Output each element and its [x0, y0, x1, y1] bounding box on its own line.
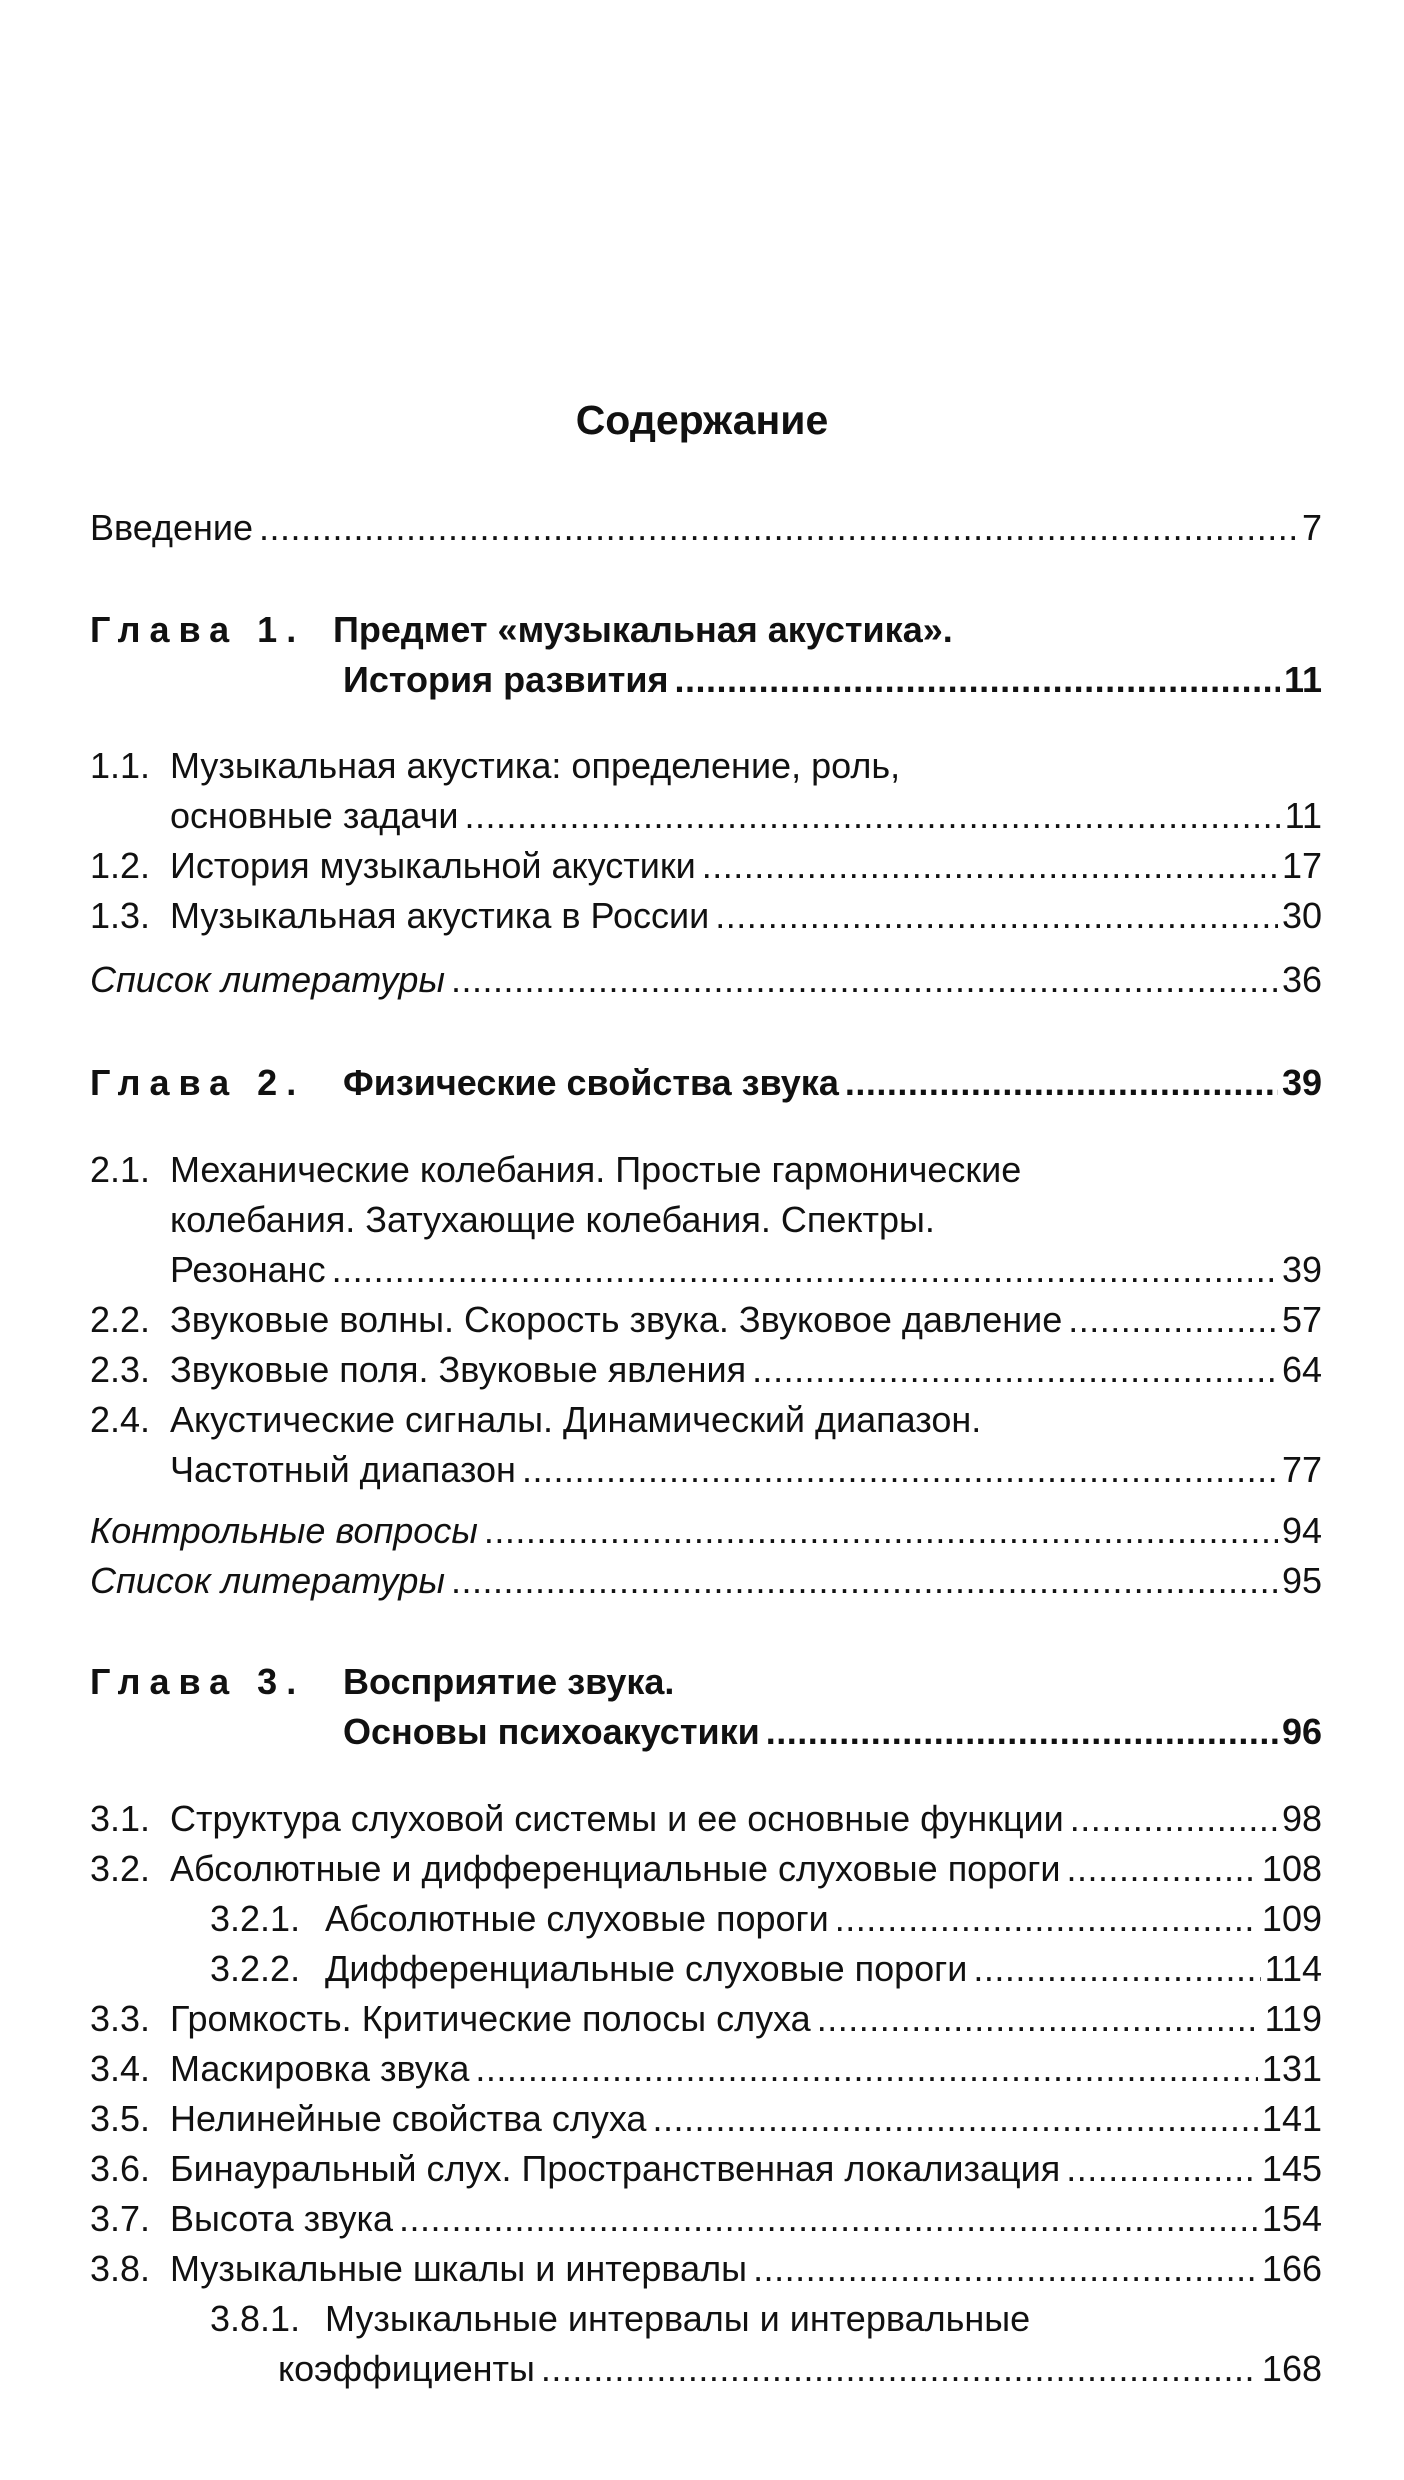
leader-dots: [753, 2244, 1258, 2294]
toc-entry-page: 17: [1281, 845, 1322, 886]
chapter-1-heading[interactable]: [90, 605, 1322, 655]
toc-entry-references-1[interactable]: [90, 955, 1322, 1005]
toc-entry-page: 166: [1261, 2248, 1322, 2289]
leader-dots: [399, 2194, 1258, 2244]
section-number: 3.7.: [90, 2198, 151, 2239]
toc-entry-title: Бинауральный слух. Пространственная локализация: [170, 2148, 1061, 2189]
section-number: 1.1.: [90, 745, 151, 786]
leader-dots: [702, 841, 1278, 891]
toc-entry-title: Звуковые волны. Скорость звука. Звуковое давление: [170, 1299, 1063, 1340]
section-number: 1.2.: [90, 845, 151, 886]
leader-dots: [652, 2094, 1257, 2144]
section-number: 3.2.: [90, 1848, 151, 1889]
toc-entry-title: Введение: [90, 507, 254, 548]
leader-dots: [1068, 1295, 1278, 1345]
toc-entry-page: 98: [1281, 1798, 1322, 1839]
toc-entry-page: 119: [1264, 1998, 1322, 2039]
leader-dots: [1067, 1844, 1258, 1894]
section-number: 2.4.: [90, 1399, 151, 1440]
toc-entry-3-6[interactable]: [90, 2144, 1322, 2194]
chapter-label: Глава 3.: [90, 1661, 306, 1702]
toc-entry-page: 64: [1281, 1349, 1322, 1390]
toc-entry-page: 109: [1261, 1898, 1322, 1939]
leader-dots: [766, 1707, 1278, 1757]
toc-entry-2-4[interactable]: [90, 1395, 1322, 1445]
toc-entry-3-5[interactable]: [90, 2094, 1322, 2144]
chapter-title-line: Восприятие звука.: [343, 1661, 675, 1702]
leader-dots: [484, 1506, 1278, 1556]
toc-entry-page: 114: [1264, 1948, 1322, 1989]
section-number: 1.3.: [90, 895, 151, 936]
toc-entry-title: Акустические сигналы. Динамический диапазон.: [170, 1399, 982, 1440]
chapter-label: Глава 2.: [90, 1062, 306, 1103]
leader-dots: [332, 1245, 1278, 1295]
leader-dots: [451, 955, 1278, 1005]
toc-entry-title: Структура слуховой системы и ее основные функции: [170, 1798, 1064, 1839]
leader-dots: [752, 1345, 1278, 1395]
toc-entry-page: 30: [1281, 895, 1322, 936]
toc-entry-page: 145: [1261, 2148, 1322, 2189]
section-number: 2.3.: [90, 1349, 151, 1390]
toc-entry-page: 39: [1281, 1062, 1322, 1103]
chapter-title-line: Основы психоакустики: [343, 1711, 760, 1752]
chapter-title-line: Физические свойства звука: [343, 1062, 839, 1103]
toc-entry-2-4-cont[interactable]: [170, 1445, 1322, 1495]
toc-entry-page: 11: [1283, 659, 1322, 700]
toc-entry-title: Звуковые поля. Звуковые явления: [170, 1349, 747, 1390]
toc-entry-title: Контрольные вопросы: [90, 1510, 478, 1551]
toc-entry-1-3[interactable]: [90, 891, 1322, 941]
section-number: 2.2.: [90, 1299, 151, 1340]
toc-entry-title: Музыкальные интервалы и интервальные: [325, 2298, 1031, 2339]
toc-entry-intro[interactable]: [90, 503, 1322, 553]
toc-entry-3-2[interactable]: [90, 1844, 1322, 1894]
leader-dots: [1070, 1794, 1278, 1844]
chapter-3-heading-cont[interactable]: [343, 1707, 1322, 1757]
toc-entry-questions-2[interactable]: [90, 1506, 1322, 1556]
toc-entry-title: Маскировка звука: [170, 2048, 470, 2089]
toc-entry-page: 96: [1281, 1711, 1322, 1752]
toc-entry-title: колебания. Затухающие колебания. Спектры.: [170, 1199, 935, 1240]
toc-entry-title: Музыкальные шкалы и интервалы: [170, 2248, 748, 2289]
toc-entry-3-4[interactable]: [90, 2044, 1322, 2094]
toc-entry-2-3[interactable]: [90, 1345, 1322, 1395]
leader-dots: [845, 1058, 1278, 1108]
section-number: 3.3.: [90, 1998, 151, 2039]
leader-dots: [835, 1894, 1258, 1944]
toc-entry-page: 168: [1261, 2348, 1322, 2389]
toc-entry-3-8-1[interactable]: [210, 2294, 1322, 2344]
toc-entry-title: Музыкальная акустика в России: [170, 895, 710, 936]
toc-entry-1-1[interactable]: [90, 741, 1322, 791]
toc-entry-3-8-1-cont[interactable]: [278, 2344, 1322, 2394]
toc-entry-title: Музыкальная акустика: определение, роль,: [170, 745, 901, 786]
leader-dots: [1066, 2144, 1258, 2194]
toc-entry-references-2[interactable]: [90, 1556, 1322, 1606]
toc-entry-page: 95: [1281, 1560, 1322, 1601]
section-number: 3.2.1.: [210, 1898, 301, 1939]
toc-entry-2-1-cont[interactable]: [170, 1195, 1322, 1245]
toc-entry-2-1[interactable]: [90, 1145, 1322, 1195]
toc-entry-page: 57: [1281, 1299, 1322, 1340]
leader-dots: [259, 503, 1298, 553]
leader-dots: [541, 2344, 1258, 2394]
toc-entry-1-1-cont[interactable]: [170, 791, 1322, 841]
leader-dots: [522, 1445, 1278, 1495]
section-number: 3.8.1.: [210, 2298, 301, 2339]
chapter-title-line: История развития: [343, 659, 669, 700]
toc-entry-title: Список литературы: [90, 959, 445, 1000]
toc-entry-1-2[interactable]: [90, 841, 1322, 891]
toc-entry-title: История музыкальной акустики: [170, 845, 696, 886]
toc-entry-2-1-cont[interactable]: [170, 1245, 1322, 1295]
section-number: 3.5.: [90, 2098, 151, 2139]
chapter-2-heading[interactable]: [90, 1058, 1322, 1108]
leader-dots: [464, 791, 1280, 841]
chapter-label: Глава 1.: [90, 609, 306, 650]
chapter-3-heading[interactable]: [90, 1657, 1322, 1707]
section-number: 3.1.: [90, 1798, 151, 1839]
leader-dots: [817, 1994, 1261, 2044]
section-number: 3.6.: [90, 2148, 151, 2189]
section-number: 3.2.2.: [210, 1948, 301, 1989]
leader-dots: [451, 1556, 1278, 1606]
toc-entry-3-3[interactable]: [90, 1994, 1322, 2044]
toc-entry-title: Абсолютные слуховые пороги: [325, 1898, 829, 1939]
toc-entry-page: 7: [1301, 507, 1322, 548]
leader-dots: [715, 891, 1278, 941]
toc-entry-title: основные задачи: [170, 795, 459, 836]
toc-entry-page: 131: [1261, 2048, 1322, 2089]
section-number: 2.1.: [90, 1149, 151, 1190]
page-title: Содержание: [575, 397, 829, 443]
toc-entry-title: Список литературы: [90, 1560, 445, 1601]
toc-entry-title: Высота звука: [170, 2198, 394, 2239]
toc-entry-title: Громкость. Критические полосы слуха: [170, 1998, 811, 2039]
toc-entry-page: 39: [1281, 1249, 1322, 1290]
chapter-title-line: Предмет «музыкальная акустика».: [333, 609, 953, 650]
toc-entry-title: Дифференциальные слуховые пороги: [325, 1948, 968, 1989]
section-number: 3.8.: [90, 2248, 151, 2289]
leader-dots: [475, 2044, 1258, 2094]
toc-entry-title: Резонанс: [170, 1249, 326, 1290]
toc-entry-page: 11: [1284, 795, 1322, 836]
toc-entry-3-2-1[interactable]: [210, 1894, 1322, 1944]
leader-dots: [675, 655, 1280, 705]
toc-entry-page: 141: [1261, 2098, 1322, 2139]
toc-entry-page: 77: [1281, 1449, 1322, 1490]
toc-entry-3-1[interactable]: [90, 1794, 1322, 1844]
toc-entry-page: 36: [1281, 959, 1322, 1000]
toc-entry-title: коэффициенты: [278, 2348, 535, 2389]
section-number: 3.4.: [90, 2048, 151, 2089]
toc-entry-title: Механические колебания. Простые гармонические: [170, 1149, 1022, 1190]
toc-entry-page: 94: [1281, 1510, 1322, 1551]
chapter-1-heading-cont[interactable]: [343, 655, 1322, 705]
toc-entry-3-2-2[interactable]: [210, 1944, 1322, 1994]
toc-entry-title: Частотный диапазон: [170, 1449, 516, 1490]
toc-entry-page: 154: [1261, 2198, 1322, 2239]
toc-entry-page: 108: [1261, 1848, 1322, 1889]
toc-entry-title: Абсолютные и дифференциальные слуховые пороги: [170, 1848, 1061, 1889]
toc-entry-3-7[interactable]: [90, 2194, 1322, 2244]
leader-dots: [973, 1944, 1260, 1994]
toc-entry-3-8[interactable]: [90, 2244, 1322, 2294]
toc-entry-title: Нелинейные свойства слуха: [170, 2098, 647, 2139]
toc-entry-2-2[interactable]: [90, 1295, 1322, 1345]
